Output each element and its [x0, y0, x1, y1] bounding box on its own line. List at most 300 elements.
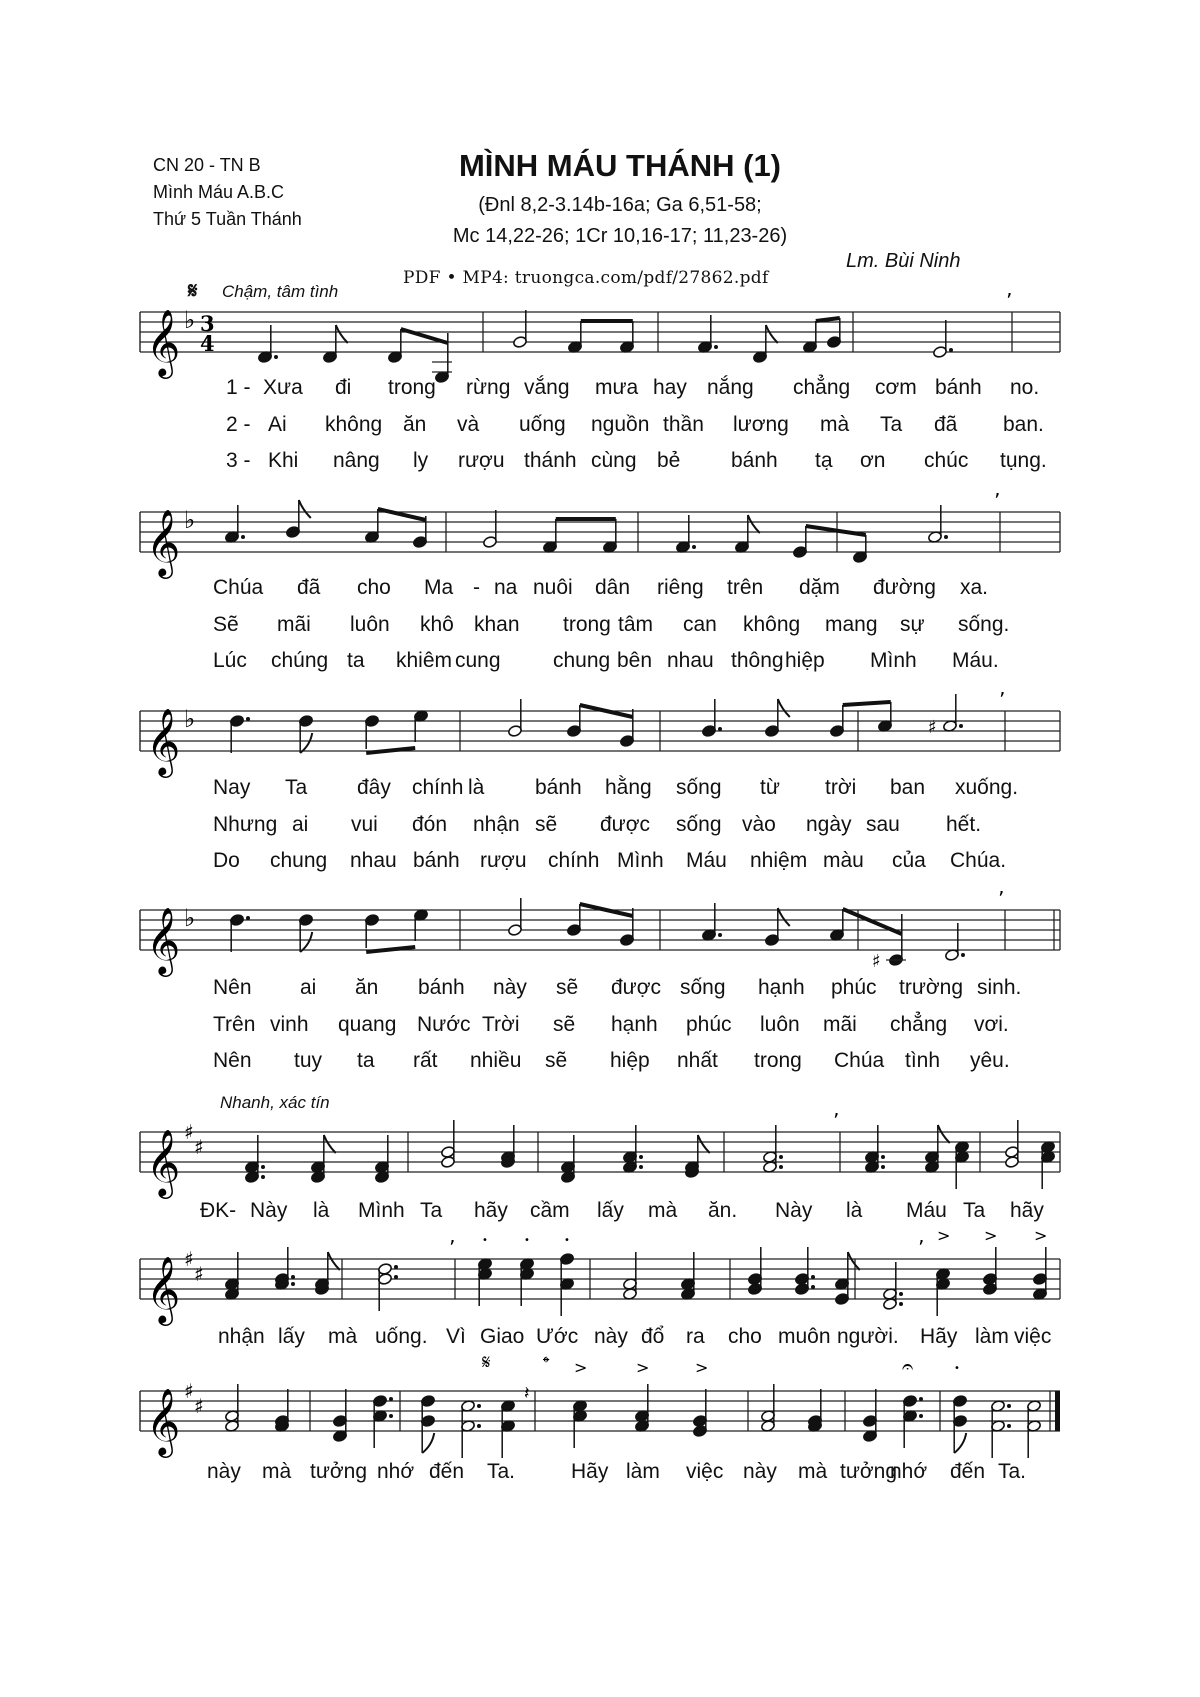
dot	[881, 1165, 885, 1169]
lyric-syllable: luôn	[350, 613, 390, 636]
lyric-syllable: Chúa	[213, 576, 264, 599]
lyric-syllable: nhau	[350, 849, 397, 872]
lyric-syllable: thần	[663, 413, 704, 436]
fermata-icon: 𝄐	[902, 1354, 914, 1378]
beam	[378, 509, 426, 520]
lyric-syllable: nguồn	[591, 413, 650, 436]
lyric-syllable: bánh	[535, 776, 582, 799]
beam	[806, 526, 866, 535]
dot	[639, 1165, 643, 1169]
lyric-syllable: ngày	[806, 813, 852, 836]
lyric-syllable: Máu	[686, 849, 727, 872]
dot	[944, 535, 948, 539]
meta-line: CN 20 - TN B	[153, 155, 261, 175]
dot	[881, 1155, 885, 1159]
lyric-syllable: bánh	[418, 976, 465, 999]
lyric-syllable: Vì	[446, 1325, 466, 1348]
dot	[477, 1404, 481, 1408]
lyric-syllable: sống	[676, 776, 722, 799]
lyric-syllable: phúc	[686, 1013, 732, 1036]
lyric-syllable: ăn.	[708, 1199, 738, 1222]
lyric-syllable: nhớ	[890, 1460, 928, 1483]
lyric-syllable: tuy	[294, 1049, 323, 1072]
lyric-syllable: Hãy	[571, 1460, 609, 1483]
lyric-syllable: Trên	[213, 1013, 256, 1036]
breath-mark: ’	[833, 1109, 840, 1133]
lyric-syllable: Máu.	[952, 649, 999, 672]
flag	[954, 1433, 966, 1453]
lyric-syllable: sống.	[958, 613, 1010, 636]
lyric-syllable: na	[494, 576, 518, 599]
accent-mark: >	[937, 1226, 951, 1245]
lyric-syllable: vào	[742, 813, 776, 836]
lyric-syllable: ơn	[860, 449, 886, 472]
lyric-syllable: Nên	[213, 976, 252, 999]
lyric-syllable: trời	[825, 776, 857, 799]
lyric-syllable: đã	[934, 413, 958, 436]
lyric-syllable: việc	[686, 1460, 724, 1483]
lyric-syllable: Ta	[285, 776, 308, 799]
lyric-syllable: cung	[455, 649, 501, 672]
lyric-syllable: màu	[823, 849, 864, 872]
dot	[291, 1282, 295, 1286]
lyric-syllable: vắng	[524, 376, 570, 399]
lyric-syllable: nuôi	[533, 576, 573, 599]
staff-3	[140, 688, 1060, 775]
lyric-syllable: chung	[553, 649, 611, 672]
flag	[300, 932, 312, 952]
lyric-syllable: ăn	[403, 413, 427, 436]
segno-icon: 𝄋	[482, 1350, 491, 1374]
accent-mark: >	[984, 1226, 998, 1245]
dot	[692, 545, 696, 549]
reference-line: Mc 14,22-26; 1Cr 10,16-17; 11,23-26)	[452, 225, 788, 247]
lyric-syllable: làm	[626, 1460, 660, 1483]
lyric-syllable: sống	[676, 813, 722, 836]
final-barline	[1055, 1391, 1060, 1431]
reference-line: (Đnl 8,2-3.14b-16a; Ga 6,51-58;	[478, 194, 762, 216]
lyric-syllable: Chúa	[834, 1049, 885, 1072]
lyric-syllable: mà	[262, 1460, 292, 1483]
flag	[848, 1252, 860, 1270]
breath-mark: ’	[918, 1236, 925, 1260]
lyric-syllable: nhớ	[377, 1460, 415, 1483]
breath-mark: ’	[994, 489, 1001, 513]
lyric-syllable: nhận	[218, 1325, 265, 1348]
dot	[899, 1292, 903, 1296]
tempo-verse: Chậm, tâm tình	[222, 282, 339, 301]
lyric-syllable: Nhưng	[213, 813, 278, 836]
lyric-syllable: đường	[873, 576, 936, 599]
dot	[718, 727, 722, 731]
staff-4	[140, 887, 1060, 974]
lyric-syllable: khô	[420, 613, 454, 636]
verse-number: 2 -	[226, 413, 251, 436]
lyric-syllable: can	[683, 613, 717, 636]
lyric-syllable: xuống.	[955, 776, 1019, 799]
lyric-syllable: tâm	[618, 613, 654, 636]
lyric-syllable: hạnh	[611, 1013, 658, 1036]
dot	[389, 1397, 393, 1401]
lyric-syllable: trên	[727, 576, 764, 599]
lyric-syllable: ai	[292, 813, 309, 836]
beam	[816, 318, 840, 321]
lyric-syllable: ban	[890, 776, 926, 799]
treble-clef-icon: 𝄞	[146, 308, 181, 376]
treble-clef-icon: 𝄞	[146, 1387, 181, 1455]
lyric-syllable: xa.	[960, 576, 989, 599]
lyric-syllable: mưa	[595, 376, 639, 399]
lyric-syllable: bên	[617, 649, 653, 672]
dot	[241, 535, 245, 539]
lyric-syllable: hay	[653, 376, 687, 399]
lyric-syllable: Chúa.	[950, 849, 1007, 872]
lyric-syllable: Nên	[213, 1049, 252, 1072]
lyric-syllable: không	[325, 413, 383, 436]
flag	[300, 733, 312, 753]
staff-2	[140, 489, 1060, 576]
beam	[401, 329, 448, 343]
lyric-syllable: mãi	[823, 1013, 857, 1036]
dot	[919, 1414, 923, 1418]
lyric-syllable: yêu.	[970, 1049, 1010, 1072]
lyric-syllable: Trời	[482, 1013, 520, 1036]
flag	[336, 325, 348, 343]
lyric-syllable: đi	[335, 376, 352, 399]
staccato-mark: •	[524, 1235, 530, 1246]
lyric-syllable: tạ	[815, 449, 833, 472]
lyric-syllable: Ta.	[998, 1460, 1027, 1483]
lyric-syllable: sinh.	[977, 976, 1022, 999]
lyric-syllable: Nước	[417, 1013, 471, 1036]
dot	[949, 348, 953, 352]
lyric-syllable: đổ	[641, 1325, 665, 1348]
lyric-syllable: đến	[950, 1460, 986, 1483]
lyric-syllable: chúng	[271, 649, 329, 672]
lyric-syllable: dặm	[799, 576, 840, 599]
lyric-syllable: cho	[728, 1325, 762, 1348]
breath-mark: ’	[999, 688, 1006, 712]
lyric-syllable: này	[493, 976, 527, 999]
lyric-syllable: nhau	[667, 649, 714, 672]
time-signature-top: 3	[200, 311, 215, 336]
coda-icon: 𝄌	[543, 1353, 550, 1374]
treble-clef-icon: 𝄞	[146, 508, 181, 576]
lyric-syllable: hết.	[946, 813, 982, 836]
sharp-icon: ♯	[194, 1135, 204, 1159]
flag	[748, 515, 760, 533]
lyric-syllable: Ta	[420, 1199, 443, 1222]
lyric-syllable: sống	[680, 976, 726, 999]
lyric-syllable: đã	[297, 576, 321, 599]
lyric-syllable: chung	[270, 849, 328, 872]
lyric-syllable: cùng	[591, 449, 637, 472]
lyric-syllable: -	[473, 576, 480, 599]
lyric-syllable: Này	[775, 1199, 813, 1222]
lyric-syllable: ta	[357, 1049, 375, 1072]
dot	[394, 1265, 398, 1269]
sharp-icon: ♯	[928, 717, 937, 738]
dot	[718, 933, 722, 937]
treble-clef-icon: 𝄞	[146, 707, 181, 775]
breath-mark: ’	[998, 887, 1005, 911]
lyric-syllable: Ma	[424, 576, 454, 599]
lyric-syllable: đây	[357, 776, 391, 799]
lyric-syllable: Giao	[480, 1325, 525, 1348]
lyric-syllable: hãy	[474, 1199, 508, 1222]
dot	[274, 355, 278, 359]
lyric-syllable: chính	[412, 776, 464, 799]
sharp-icon: ♯	[184, 1120, 194, 1144]
dot	[261, 1175, 265, 1179]
pdf-link[interactable]: PDF • MP4: truongca.com/pdf/27862.pdf	[403, 268, 769, 288]
lyric-syllable: này	[207, 1460, 241, 1483]
lyric-syllable: hãy	[1010, 1199, 1044, 1222]
lyric-syllable: Xưa	[263, 376, 303, 399]
lyric-syllable: uống.	[375, 1325, 428, 1348]
lyric-syllable: bẻ	[657, 449, 681, 472]
lyric-syllable: bánh	[413, 849, 460, 872]
staccato-mark: •	[954, 1363, 960, 1374]
lyric-syllable: này	[743, 1460, 777, 1483]
lyric-syllable: sẽ	[556, 976, 579, 999]
lyric-syllable: nhiệm	[750, 849, 808, 872]
lyric-syllable: trường	[899, 976, 964, 999]
lyric-syllable: mà	[798, 1460, 828, 1483]
lyric-syllable: sự	[900, 613, 925, 636]
lyric-syllable: nhiều	[470, 1049, 522, 1072]
lyric-syllable: mãi	[277, 613, 311, 636]
lyric-syllable: muôn	[778, 1325, 831, 1348]
dot	[261, 1165, 265, 1169]
lyric-syllable: ta	[347, 649, 365, 672]
lyric-syllable: mà	[328, 1325, 358, 1348]
dot	[1007, 1424, 1011, 1428]
lyric-syllable: tụng.	[1000, 449, 1047, 472]
lyric-syllable: ai	[300, 976, 317, 999]
lyric-syllable: Khi	[268, 449, 299, 472]
lyric-syllable: quang	[338, 1013, 397, 1036]
sharp-icon: ♯	[194, 1394, 204, 1418]
lyric-syllable: tình	[905, 1049, 941, 1072]
sharp-icon: ♯	[184, 1379, 194, 1403]
flag	[778, 699, 790, 717]
lyric-syllable: ly	[413, 449, 429, 472]
staff-5	[140, 1109, 1060, 1196]
lyric-syllable: cơm	[875, 376, 917, 399]
lyric-syllable: mang	[825, 613, 878, 636]
lyric-syllable: cho	[357, 576, 391, 599]
dot	[246, 717, 250, 721]
lyric-syllable: lấy	[597, 1199, 624, 1222]
accent-mark: >	[695, 1358, 709, 1377]
lyric-syllable: riêng	[657, 576, 704, 599]
flag	[778, 908, 790, 926]
lyric-syllable: cầm	[530, 1199, 570, 1222]
lyric-syllable: Mình	[617, 849, 664, 872]
lyric-syllable: lấy	[278, 1325, 305, 1348]
staccato-mark: •	[482, 1235, 488, 1246]
dot	[394, 1275, 398, 1279]
lyric-syllable: Ai	[268, 413, 287, 436]
lyric-syllable: không	[743, 613, 801, 636]
lyric-syllable: rượu	[480, 849, 527, 872]
composer: Lm. Bùi Ninh	[846, 250, 961, 272]
lyric-syllable: được	[600, 813, 651, 836]
beam	[843, 702, 891, 705]
flag	[422, 1433, 434, 1453]
lyric-syllable: chẳng	[890, 1013, 948, 1036]
lyric-syllable: ăn	[355, 976, 379, 999]
lyric-syllable: thánh	[524, 449, 577, 472]
accent-mark: >	[1034, 1226, 1048, 1245]
lyric-syllable: làm	[975, 1325, 1009, 1348]
lyric-syllable: dân	[595, 576, 631, 599]
lyric-syllable: Máu	[906, 1199, 947, 1222]
dot	[899, 1302, 903, 1306]
lyric-syllable: là	[468, 776, 485, 799]
lyric-syllable: mà	[820, 413, 850, 436]
lyric-syllable: Hãy	[920, 1325, 958, 1348]
lyric-syllable: đón	[412, 813, 448, 836]
lyric-syllable: rượu	[458, 449, 505, 472]
lyric-syllable: Mình	[870, 649, 917, 672]
dot	[389, 1414, 393, 1418]
lyric-syllable: chẳng	[793, 376, 851, 399]
dot	[1007, 1404, 1011, 1408]
lyric-syllable: tưởng	[310, 1460, 368, 1483]
lyric-syllable: Ta.	[487, 1460, 516, 1483]
lyric-syllable: hiệp	[785, 649, 825, 672]
flag	[766, 325, 778, 343]
verse-number: 3 -	[226, 449, 251, 472]
lyric-syllable: Ta	[963, 1199, 986, 1222]
dot	[714, 345, 718, 349]
dot	[779, 1155, 783, 1159]
flag	[324, 1135, 336, 1153]
lyric-syllable: Sẽ	[213, 613, 239, 636]
dot	[477, 1424, 481, 1428]
dot	[811, 1285, 815, 1289]
accent-mark: >	[636, 1358, 650, 1377]
flat-icon: ♭	[184, 506, 196, 534]
lyric-syllable: ĐK-	[200, 1199, 237, 1222]
lyric-syllable: luôn	[760, 1013, 800, 1036]
flag	[328, 1252, 340, 1270]
lyric-syllable: của	[892, 849, 926, 872]
lyric-syllable: bánh	[731, 449, 778, 472]
lyric-syllable: phúc	[831, 976, 877, 999]
time-signature-bottom: 4	[200, 331, 215, 356]
lyric-syllable: Ước	[536, 1325, 579, 1348]
lyric-syllable: Lúc	[213, 649, 247, 672]
lyric-syllable: khan	[474, 613, 520, 636]
lyric-syllable: rất	[413, 1049, 438, 1072]
lyric-syllable: hằng	[605, 776, 652, 799]
sharp-icon: ♯	[194, 1262, 204, 1286]
lyric-syllable: từ	[760, 776, 780, 799]
lyric-syllable: khiêm	[396, 649, 453, 672]
lyric-syllable: mà	[648, 1199, 678, 1222]
lyric-syllable: sau	[866, 813, 900, 836]
lyric-syllable: là	[313, 1199, 330, 1222]
lyric-syllable: bánh	[935, 376, 982, 399]
lyric-syllable: Này	[250, 1199, 288, 1222]
beam	[366, 947, 415, 952]
lyric-syllable: trong	[563, 613, 611, 636]
lyric-syllable: người.	[837, 1325, 899, 1348]
flat-icon: ♭	[184, 904, 196, 932]
flat-icon: ♭	[184, 306, 196, 334]
lyric-syllable: Do	[213, 849, 240, 872]
lyric-syllable: này	[594, 1325, 628, 1348]
lyric-syllable: uống	[519, 413, 566, 436]
meta-line: Thứ 5 Tuần Thánh	[153, 209, 302, 229]
lyric-syllable: rừng	[466, 376, 511, 399]
verse-number: 1 -	[226, 376, 251, 399]
breath-mark: ’	[449, 1236, 456, 1260]
lyric-syllable: Ta	[880, 413, 903, 436]
lyric-syllable: là	[846, 1199, 863, 1222]
breath-mark: ’	[1006, 289, 1013, 313]
lyric-syllable: nâng	[333, 449, 380, 472]
treble-clef-icon: 𝄞	[146, 1255, 181, 1323]
dot	[961, 953, 965, 957]
tempo-refrain: Nhanh, xác tín	[220, 1093, 330, 1112]
lyric-syllable: việc	[1014, 1325, 1052, 1348]
lyric-syllable: vinh	[270, 1013, 309, 1036]
flat-icon: ♭	[184, 705, 196, 733]
lyric-syllable: chúc	[924, 449, 969, 472]
accent-mark: >	[574, 1358, 588, 1377]
segno-mark: 𝄋	[188, 278, 198, 303]
scripture-references	[0, 190, 1200, 252]
treble-clef-icon: 𝄞	[146, 906, 181, 974]
lyric-syllable: chính	[548, 849, 600, 872]
lyric-syllable: nhất	[677, 1049, 718, 1072]
flag	[938, 1125, 950, 1143]
lyric-syllable: lương	[733, 413, 789, 436]
lyric-syllable: sẽ	[535, 813, 558, 836]
lyric-syllable: sẽ	[553, 1013, 576, 1036]
flag	[299, 500, 311, 518]
dot	[919, 1397, 923, 1401]
beam	[366, 748, 415, 753]
lyric-syllable: ban.	[1003, 413, 1044, 436]
lyric-syllable: nắng	[707, 376, 754, 399]
sharp-icon: ♯	[872, 951, 881, 972]
quarter-rest-icon: 𝄽	[524, 1383, 530, 1404]
dot	[779, 1165, 783, 1169]
lyric-syllable: vui	[351, 813, 378, 836]
lyric-syllable: thông	[731, 649, 784, 672]
lyric-syllable: no.	[1010, 376, 1040, 399]
staff-6	[140, 1226, 1060, 1323]
flag	[698, 1135, 710, 1153]
dot	[291, 1275, 295, 1279]
dot	[639, 1155, 643, 1159]
dot	[246, 916, 250, 920]
treble-clef-icon: 𝄞	[146, 1128, 181, 1196]
lyric-syllable: trong	[754, 1049, 802, 1072]
sharp-icon: ♯	[184, 1247, 194, 1271]
lyric-syllable: ra	[686, 1325, 705, 1348]
lyric-syllable: được	[611, 976, 662, 999]
dot	[811, 1275, 815, 1279]
staccato-mark: •	[564, 1235, 570, 1246]
lyric-syllable: sẽ	[545, 1049, 568, 1072]
lyric-syllable: và	[457, 413, 480, 436]
